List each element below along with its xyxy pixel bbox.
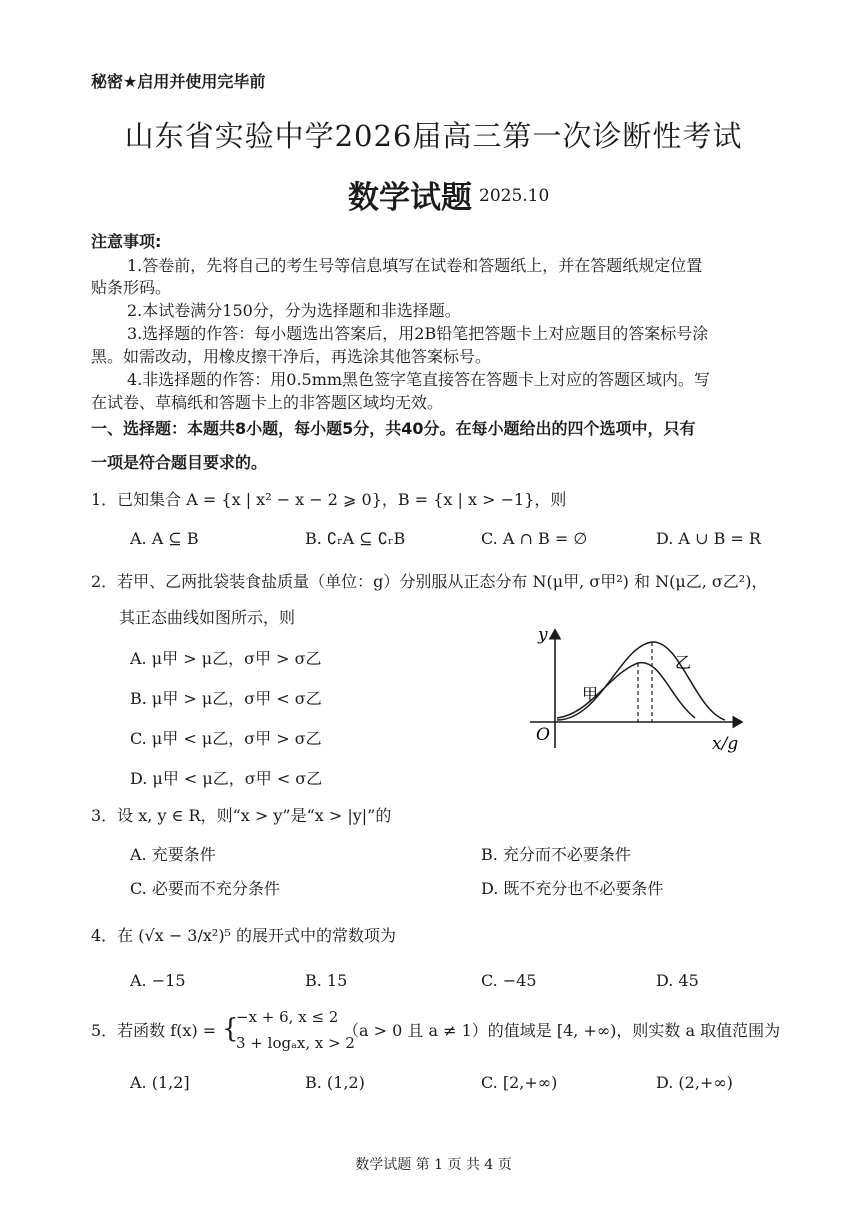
q2-option-b: B. μ甲 > μ乙，σ甲 < σ乙 xyxy=(130,689,322,708)
q2-option-c: C. μ甲 < μ乙，σ甲 > σ乙 xyxy=(130,729,322,748)
q4-option-a: A. −15 xyxy=(130,971,186,990)
q4-option-d: D. 45 xyxy=(656,971,699,990)
y-axis-label: y xyxy=(538,625,548,645)
exam-date: 2025.10 xyxy=(479,186,550,206)
q2-option-d: D. μ甲 < μ乙，σ甲 < σ乙 xyxy=(130,769,323,788)
q3-option-c: C. 必要而不充分条件 xyxy=(130,879,280,898)
q5-option-a: A. (1,2] xyxy=(130,1073,190,1092)
q5-option-c: C. [2,+∞) xyxy=(481,1073,558,1092)
question-4-stem: 4．在 (√x − 3/x²)⁵ 的展开式中的常数项为 xyxy=(91,926,397,945)
note-3: 3.选择题的作答：每小题选出答案后，用2B铅笔把答题卡上对应题目的答案标号涂 xyxy=(127,324,709,343)
note-3-cont: 黑。如需改动，用橡皮擦干净后，再选涂其他答案标号。 xyxy=(91,347,492,366)
note-1-cont: 贴条形码。 xyxy=(91,278,172,297)
note-4: 4.非选择题的作答：用0.5mm黑色签字笔直接答在答题卡上对应的答题区域内。写 xyxy=(127,370,711,389)
q5-option-b: B. (1,2) xyxy=(305,1073,365,1092)
q1-option-d: D. A ∪ B = R xyxy=(656,529,761,548)
question-5-stem-pre: 5．若函数 f(x) = xyxy=(91,1021,217,1040)
page-footer: 数学试题 第 1 页 共 4 页 xyxy=(355,1157,512,1173)
question-1-stem: 1．已知集合 A = {x | x² − x − 2 ⩾ 0}，B = {x | x > −1}，则 xyxy=(91,490,567,509)
confidential-label: 秘密★启用并使用完毕前 xyxy=(91,72,266,91)
question-5-stem-post: （a > 0 且 a ≠ 1）的值域是 [4, +∞)，则实数 a 取值范围为 xyxy=(343,1021,781,1040)
q1-option-a: A. A ⊆ B xyxy=(130,529,199,548)
notes-title: 注意事项: xyxy=(91,232,162,251)
brace: { xyxy=(222,1014,239,1044)
q5-option-d: D. (2,+∞) xyxy=(656,1073,733,1092)
note-1: 1.答卷前，先将自己的考生号等信息填写在试卷和答题纸上，并在答题纸规定位置 xyxy=(127,256,703,275)
section-heading: 一、选择题：本题共8小题，每小题5分，共40分。在每小题给出的四个选项中，只有 xyxy=(91,419,696,438)
origin-label: O xyxy=(536,725,550,745)
curve-yi-label: 乙 xyxy=(675,653,692,672)
q3-option-a: A. 充要条件 xyxy=(130,845,216,864)
question-3-stem: 3．设 x, y ∈ R，则“x > y”是“x > |y|”的 xyxy=(91,806,392,825)
subject-title: 数学试题 xyxy=(348,180,472,216)
q1-option-b: B. ∁ᵣA ⊆ ∁ᵣB xyxy=(305,529,406,548)
note-4-cont: 在试卷、草稿纸和答题卡上的非答题区域均无效。 xyxy=(91,393,444,412)
note-2: 2.本试卷满分150分，分为选择题和非选择题。 xyxy=(127,301,461,320)
q4-option-b: B. 15 xyxy=(305,971,348,990)
section-heading-cont: 一项是符合题目要求的。 xyxy=(91,453,268,472)
q3-option-b: B. 充分而不必要条件 xyxy=(481,845,631,864)
q1-option-c: C. A ∩ B = ∅ xyxy=(481,529,588,548)
q2-option-a: A. μ甲 > μ乙，σ甲 > σ乙 xyxy=(130,649,322,668)
school-exam-title: 山东省实验中学2026届高三第一次诊断性考试 xyxy=(124,119,743,153)
q5-piece-1: −x + 6, x ≤ 2 xyxy=(236,1008,339,1026)
question-2-stem-cont: 其正态曲线如图所示，则 xyxy=(119,608,296,627)
curve-jia-label: 甲 xyxy=(582,685,599,704)
q3-option-d: D. 既不充分也不必要条件 xyxy=(481,879,664,898)
q4-option-c: C. −45 xyxy=(481,971,537,990)
normal-curves-figure xyxy=(520,618,760,758)
question-2-stem: 2．若甲、乙两批袋装食盐质量（单位：g）分别服从正态分布 N(μ甲, σ甲²) 和 N(μ乙, σ乙²)， xyxy=(91,572,768,591)
x-axis-label: x/g xyxy=(712,734,739,754)
q5-piece-2: 3 + logₐx, x > 2 xyxy=(236,1034,355,1052)
